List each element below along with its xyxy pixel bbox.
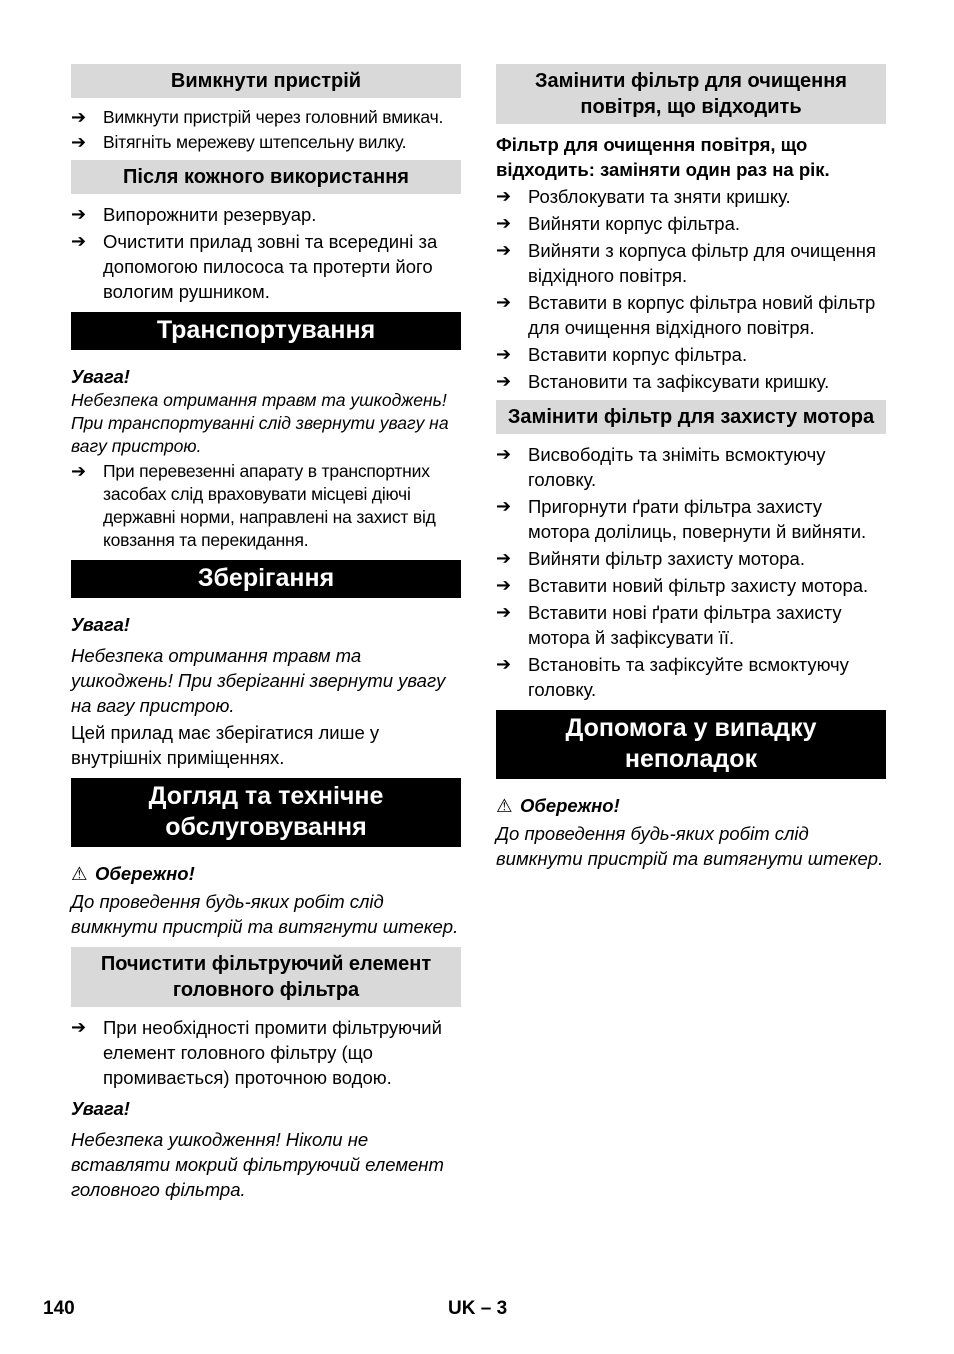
list-item: ➔ При необхідності промити фільтруючий елемент головного фільтру (що промивається) проточною водою. [71, 1017, 442, 1088]
list-item: ➔ Вставити в корпус фільтра новий фільтр для очищення відхідного повітря. [496, 292, 876, 338]
list-item: ➔ Вітягніть мережеву штепсельну вилку. [71, 132, 407, 152]
exhaust-intro: Фільтр для очищення повітря, що відходить: заміняти один раз на рік. [496, 134, 830, 180]
list-item: ➔ Вийняти корпус фільтра. [496, 213, 741, 234]
exhaust-steps [496, 184, 886, 394]
list-item: ➔ Встановити та зафіксувати кришку. [496, 371, 830, 392]
section-transport-title: Транспортування [71, 312, 461, 350]
section-after-use-title: Після кожного використання [71, 160, 461, 194]
arrow-right-icon: ➔ [496, 292, 512, 312]
section-trouble-title: Допомога у випадку неполадок [496, 710, 886, 779]
right-column [496, 64, 886, 873]
transport-warning-text: Небезпека отримання травм та ушкоджень! При транспортуванні слід звернути увагу на вагу пристрою. [71, 390, 449, 456]
transport-warning-label: Увага! [71, 366, 130, 387]
list-item: ➔ Вийняти з корпуса фільтр для очищення відхідного повітря. [496, 240, 877, 286]
page-number: 140 [43, 1298, 75, 1319]
list-item: ➔ Вимкнути пристрій через головний вмикач. [71, 107, 444, 127]
after-use-steps [71, 202, 461, 304]
list-item: ➔ При перевезенні апарату в транспортних засобах слід враховувати місцеві діючі державні норми, направлені на захист від ковзання та перекидання. [71, 461, 436, 550]
arrow-right-icon: ➔ [496, 344, 512, 364]
arrow-right-icon: ➔ [496, 444, 512, 464]
section-motor-title: Замінити фільтр для захисту мотора [496, 400, 886, 434]
list-item: ➔ Встановіть та зафіксуйте всмоктуючу головку. [496, 654, 849, 700]
list-item: ➔ Вставити нові ґрати фільтра захисту мотора й зафіксувати її. [496, 602, 842, 648]
list-item: ➔ Пригорнути ґрати фільтра захисту мотора долілиць, повернути й вийняти. [496, 496, 867, 542]
arrow-right-icon: ➔ [496, 371, 512, 391]
list-item: ➔ Вийняти фільтр захисту мотора. [496, 548, 805, 569]
section-exhaust-title: Замінити фільтр для очищення повітря, що відходить [496, 64, 886, 124]
section-care-title: Догляд та технічне обслуговування [71, 778, 461, 847]
arrow-right-icon: ➔ [496, 575, 512, 595]
transport-steps [71, 460, 461, 552]
motor-steps [496, 442, 886, 702]
arrow-right-icon: ➔ [71, 1017, 87, 1037]
list-item: ➔ Вставити новий фільтр захисту мотора. [496, 575, 869, 596]
arrow-right-icon: ➔ [71, 231, 87, 251]
list-item: ➔ Очистити прилад зовні та всередині за допомогою пилососа та протерти його вологим рушником. [71, 231, 438, 302]
arrow-right-icon: ➔ [496, 548, 512, 568]
arrow-right-icon: ➔ [71, 204, 87, 224]
care-caution-text: До проведення будь-яких робіт слід вимкнути пристрій та витягнути штекер. [71, 891, 459, 937]
care-caution: ⚠ Обережно! [71, 861, 461, 887]
section-storage-title: Зберігання [71, 560, 461, 598]
arrow-right-icon: ➔ [71, 461, 86, 481]
warning-triangle-icon: ⚠ [496, 795, 513, 816]
arrow-right-icon: ➔ [71, 132, 86, 152]
arrow-right-icon: ➔ [496, 496, 512, 516]
trouble-caution: ⚠ Обережно! [496, 793, 886, 819]
warning-triangle-icon: ⚠ [71, 863, 88, 884]
section-switch-off-title: Вимкнути пристрій [71, 64, 461, 98]
filter-clean-steps [71, 1015, 461, 1090]
arrow-right-icon: ➔ [496, 240, 512, 260]
list-item: ➔ Розблокувати та зняти кришку. [496, 186, 791, 207]
storage-warning-text: Небезпека отримання травм та ушкоджень! При зберіганні звернути увагу на вагу пристрою. [71, 645, 446, 716]
filter-warning-label: Увага! [71, 1098, 130, 1119]
list-item: ➔ Випорожнити резервуар. [71, 204, 317, 225]
language-page-marker: UK – 3 [448, 1298, 508, 1319]
section-filter-clean-title: Почистити фільтруючий елемент головного фільтра [71, 947, 461, 1007]
left-column [71, 64, 461, 1204]
trouble-caution-text: До проведення будь-яких робіт слід вимкнути пристрій та витягнути штекер. [496, 823, 884, 869]
storage-warning-label: Увага! [71, 614, 130, 635]
arrow-right-icon: ➔ [496, 213, 512, 233]
storage-text: Цей прилад має зберігатися лише у внутрішніх приміщеннях. [71, 722, 380, 768]
list-item: ➔ Вставити корпус фільтра. [496, 344, 748, 365]
arrow-right-icon: ➔ [496, 602, 512, 622]
list-item: ➔ Висвободіть та зніміть всмоктуючу головку. [496, 444, 826, 490]
arrow-right-icon: ➔ [71, 107, 86, 127]
switch-off-steps [71, 106, 461, 154]
filter-warning-text: Небезпека ушкодження! Ніколи не вставляти мокрий фільтруючий елемент головного фільтра. [71, 1129, 444, 1200]
arrow-right-icon: ➔ [496, 654, 512, 674]
arrow-right-icon: ➔ [496, 186, 512, 206]
